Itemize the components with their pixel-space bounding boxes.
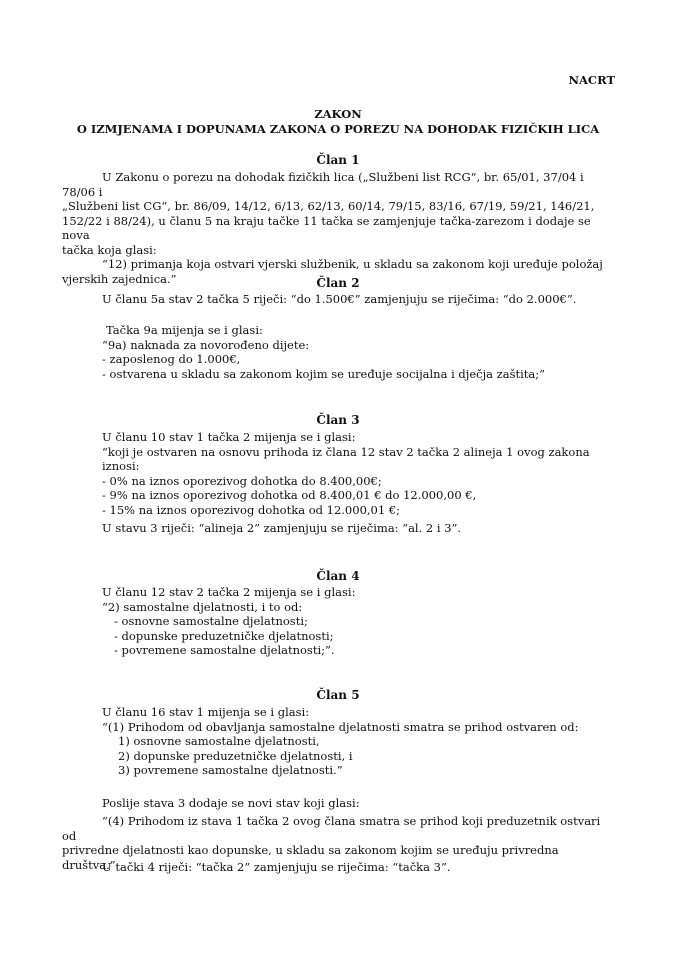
article-2-line: “9a) naknada za novorođeno dijete: (102, 337, 310, 352)
article-3-line: - 9% na iznos oporezivog dohotka od 8.400,01 € do 12.000,00 €, (102, 488, 477, 502)
article-3-body (62, 521, 614, 536)
article-2-body (62, 292, 614, 307)
article-3-line: “koji je ostvaren na osnovu prihoda iz člana 12 stav 2 tačka 2 alineja 1 ovog zakona iznosi: (102, 444, 590, 473)
article-3-line: U stavu 3 riječi: “alineja 2” zamjenjuju se riječima: “al. 2 i 3”. (102, 521, 462, 535)
article-1-body (62, 170, 614, 286)
article-5-body (62, 860, 614, 875)
article-5-line: 1) osnovne samostalne djelatnosti, (118, 734, 320, 748)
article-5-body (62, 796, 614, 811)
article-5-line: Poslije stava 3 dodaje se novi stav koji glasi: (102, 796, 360, 810)
article-5-line: privredne djelatnosti kao dopunske, u skladu sa zakonom kojim se uređuju privredna društva.” (62, 843, 559, 872)
article-5-line: 3) povremene samostalne djelatnosti.” (118, 763, 343, 777)
article-5-line: “(4) Prihodom iz stava 1 tačka 2 ovog člana smatra se prihod koji preduzetnik ostvari od (62, 814, 601, 843)
article-4-heading: Član 4 (316, 569, 360, 583)
draft-label: NACRT (568, 73, 615, 87)
article-1-heading: Član 1 (316, 153, 360, 167)
law-word: ZAKON (314, 107, 362, 121)
article-5-line: U članu 16 stav 1 mijenja se i glasi: (102, 705, 310, 719)
article-3-heading: Član 3 (316, 413, 360, 427)
article-1-line: 152/22 i 88/24), u članu 5 na kraju tačke 11 tačka se zamjenjuje tačka-zarezom i dodaje se nova (62, 213, 591, 242)
article-3-body (62, 430, 614, 517)
article-2-body (62, 323, 614, 381)
article-3-line: U članu 10 stav 1 tačka 2 mijenja se i glasi: (102, 430, 356, 444)
article-4-line: U članu 12 stav 2 tačka 2 mijenja se i glasi: (102, 585, 356, 599)
article-2-line: - ostvarena u skladu sa zakonom kojim se uređuje socijalna i dječja zaštita;” (102, 366, 546, 381)
article-2-heading: Član 2 (316, 276, 360, 290)
article-1-line: vjerskih zajednica.” (62, 271, 177, 286)
article-4-body (62, 585, 614, 658)
article-5-heading: Član 5 (316, 688, 360, 702)
article-1-line: “12) primanja koja ostvari vjerski službenik, u skladu sa zakonom koji uređuje položaj (102, 257, 603, 271)
article-4-line: - povremene samostalne djelatnosti;”. (114, 643, 335, 657)
article-3-line: - 0% na iznos oporezivog dohotka do 8.400,00€; (102, 473, 382, 488)
law-title: O IZMJENAMA I DOPUNAMA ZAKONA O POREZU NA DOHODAK FIZIČKIH LICA (76, 122, 600, 136)
article-2-line: U članu 5a stav 2 tačka 5 riječi: “do 1.500€” zamjenjuju se riječima: “do 2.000€”. (102, 292, 577, 306)
article-5-line: U tački 4 riječi: “tačka 2” zamjenjuju se riječima: “tačka 3”. (102, 860, 451, 874)
article-2-line: - zaposlenog do 1.000€, (102, 352, 241, 366)
article-1-line: „Službeni list CG“, br. 86/09, 14/12, 6/13, 62/13, 60/14, 79/15, 83/16, 67/19, 59/21, 146/21, (62, 199, 595, 213)
article-5-line: “(1) Prihodom od obavljanja samostalne djelatnosti smatra se prihod ostvaren od: (102, 719, 579, 734)
article-1-line: tačka koja glasi: (62, 242, 157, 257)
article-4-line: “2) samostalne djelatnosti, i to od: (102, 599, 303, 614)
article-1-line: U Zakonu o porezu na dohodak fizičkih lica („Službeni list RCG“, br. 65/01, 37/04 i 78/06 i (62, 170, 584, 199)
article-3-line: - 15% na iznos oporezivog dohotka od 12.000,01 €; (102, 502, 401, 517)
article-4-line: - osnovne samostalne djelatnosti; (114, 614, 308, 628)
article-4-line: - dopunske preduzetničke djelatnosti; (114, 628, 334, 643)
article-5-body (62, 705, 614, 778)
article-5-line: 2) dopunske preduzetničke djelatnosti, i (118, 748, 353, 763)
article-2-line: Tačka 9a mijenja se i glasi: (106, 323, 263, 337)
